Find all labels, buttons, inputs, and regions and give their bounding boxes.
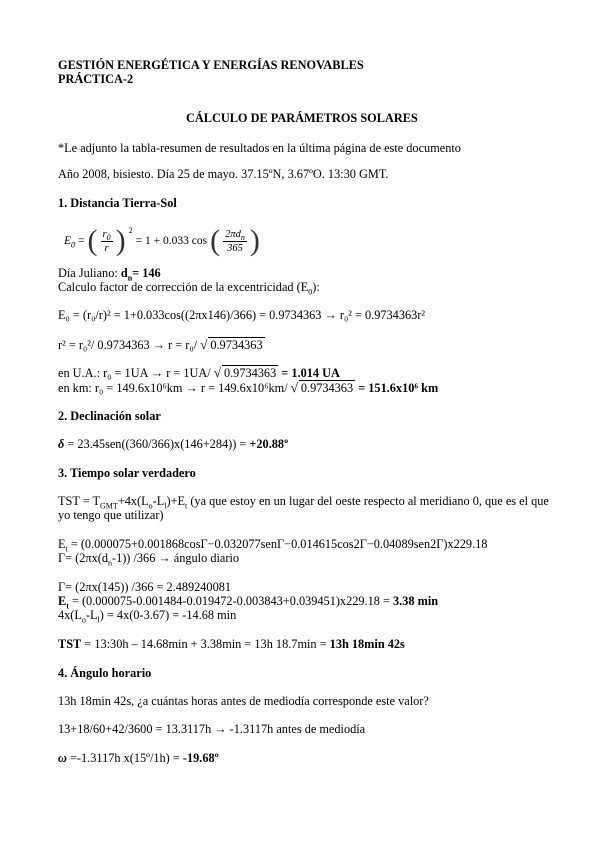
equation-e0: E₀ = (r₀/r)² = 1+0.033cos((2πx146)/366) = 0.9734363 → r₀² = 0.9734363r² [58, 308, 426, 322]
correction-label: Calculo factor de corrección de la excentricidad $(E_0)$: [58, 280, 320, 297]
practice-title: PRÁCTICA-2 [58, 72, 134, 86]
et-formula: $E_t = (0.000075+0.001868\cos\Gamma-0.032077sen\Gamma-0.014615\cos 2\Gamma-0.04089sen2\Gamma)x229.18$ [58, 537, 488, 554]
declination-equation: δ = 23.45sen((360/366)x(146+284)) = +20.88º [58, 437, 289, 451]
section-4-heading: 4. Ángulo horario [58, 666, 152, 680]
gamma-definition: $\Gamma= (2\pi x(d_n-1)) /366$ → ángulo diario [58, 551, 240, 568]
note-text: *Le adjunto la tabla-resumen de resultados en la última página de este documento [58, 141, 461, 155]
tst-definition-cont: yo tengo que utilizar) [58, 508, 164, 522]
equation-ua: en U.A.: r₀ = 1UA → r = 1UA/ √ 0.9734363 = 1.014 UA [58, 365, 340, 380]
equation-km: en km: r₀ = 149.6x10⁶km → r = 149.6x10⁶km/ √ 0.9734363 = 151.6x10⁶ km [58, 380, 439, 395]
et-value: $E_t = (0.000075-0.001484-0.019472-0.003843+0.039451)x229.18 = 3.38$ min [58, 594, 439, 611]
julian-day: Día Juliano: $d_n= 146$ [58, 266, 161, 283]
section-3-heading: 3. Tiempo solar verdadero [58, 466, 196, 480]
hour-angle-question: 13h 18min 42s, ¿a cuántas horas antes de mediodía corresponde este valor? [58, 694, 429, 708]
equation-r: r² = r₀²/ 0.9734363 → r = r₀/ √ 0.9734363 [58, 337, 263, 352]
distance-formula: $E_0$ = ( $\frac{r_0}{r}$ ) $^2$ = 1 + 0.033 cos ( $\frac{2\pi d_n}{365}$ ) [64, 224, 260, 257]
longitude-correction: $4x(L_o-L_l) = 4x(0-3.67) = -14.68$ min [58, 608, 237, 625]
section-2-heading: 2. Declinación solar [58, 409, 161, 423]
gamma-value: Γ= (2πx(145)) /366 = 2.489240081 [58, 580, 232, 594]
data-line: Año 2008, bisiesto. Día 25 de mayo. 37.15ºN, 3.67ºO. 13:30 GMT. [58, 167, 389, 181]
tst-definition: TST = $T_{GMT}+4x(L_o-L_l)+E_t$ (ya que estoy en un lugar del oeste respecto al meridiano 0, que es el que [58, 494, 549, 511]
hour-angle-calc: 13+18/60+42/3600 = 13.3117h → -1.3117h antes de mediodía [58, 722, 366, 736]
course-title: GESTIÓN ENERGÉTICA Y ENERGÍAS RENOVABLES [58, 58, 364, 72]
hour-angle-result: ω =-1.3117h x(15º/1h) = -19.68º [58, 751, 219, 765]
tst-result: TST = 13:30h – 14.68min + 3.38min = 13h 18.7min = 13h 18min 42s [58, 637, 405, 651]
section-1-heading: 1. Distancia Tierra-Sol [58, 196, 177, 210]
document-title: CÁLCULO DE PARÁMETROS SOLARES [186, 111, 418, 125]
